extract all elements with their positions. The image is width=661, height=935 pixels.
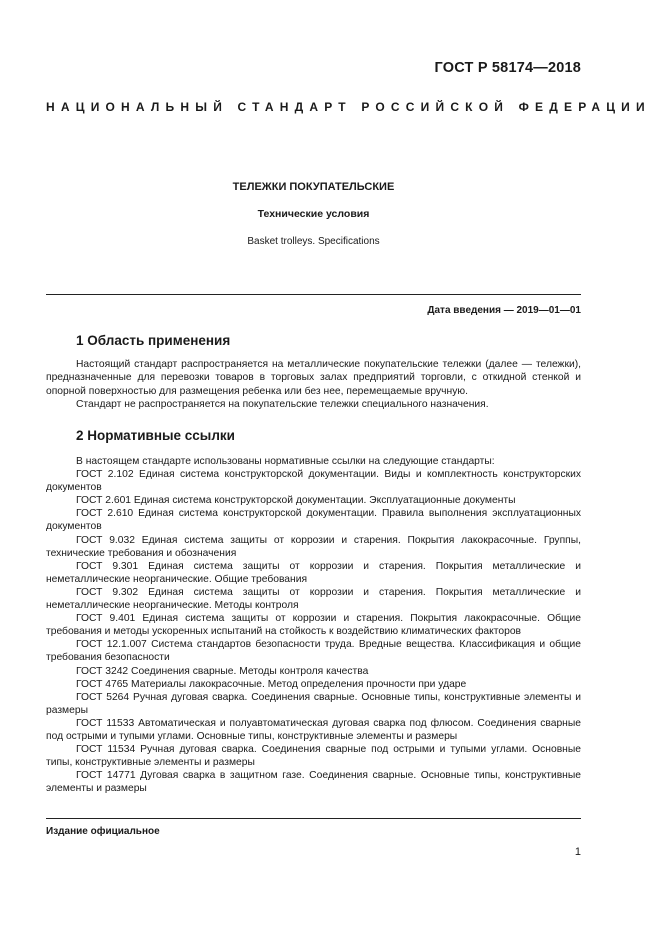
normative-references-list [46, 455, 581, 795]
official-edition-label: Издание официальное [46, 826, 160, 837]
reference-item: ГОСТ 11533 Автоматическая и полуавтоматическая дуговая сварка под флюсом. Соединения сварные под острыми и тупыми углами. Основные типы, конструктивные элементы и размеры [46, 717, 581, 742]
reference-item: ГОСТ 12.1.007 Система стандартов безопасности труда. Вредные вещества. Классификация и общие требования безопасности [46, 639, 581, 664]
reference-item: ГОСТ 2.601 Единая система конструкторской документации. Эксплуатационные документы [76, 495, 516, 507]
reference-item: ГОСТ 9.302 Единая система защиты от коррозии и старения. Покрытия металлические и неметаллические неорганические. Методы контроля [46, 586, 581, 612]
references-intro: В настоящем стандарте использованы нормативные ссылки на следующие стандарты: [76, 456, 495, 467]
page-number: 1 [574, 846, 581, 858]
section-1-paragraph-1: Настоящий стандарт распространяется на металлические покупательские тележки (далее — тележки), предназначенные для перевозки товаров в торговых залах предприятий торговли, с откидной стенкой и опорной поверхностью для размещения ребенка или без нее, перемещаемые вручную. [46, 359, 581, 397]
reference-item: ГОСТ 9.032 Единая система защиты от коррозии и старения. Покрытия лакокрасочные. Группы, технические требования и обозначения [46, 534, 581, 559]
document-title: ТЕЛЕЖКИ ПОКУПАТЕЛЬСКИЕ [232, 181, 395, 193]
reference-item: ГОСТ 14771 Дуговая сварка в защитном газе. Соединения сварные. Основные типы, конструктивные элементы и размеры [46, 770, 581, 795]
reference-item: ГОСТ 5264 Ручная дуговая сварка. Соединения сварные. Основные типы, конструктивные элементы и размеры [46, 691, 581, 716]
document-subtitle: Технические условия [257, 208, 370, 220]
document-code: ГОСТ Р 58174—2018 [434, 60, 581, 76]
bottom-divider [46, 818, 581, 819]
reference-item: ГОСТ 4765 Материалы лакокрасочные. Метод определения прочности при ударе [76, 678, 467, 690]
reference-item: ГОСТ 11534 Ручная дуговая сварка. Соединения сварные под острыми и тупыми углами. Основные типы, конструктивные элементы и размеры [46, 744, 581, 769]
document-title-english: Basket trolleys. Specifications [247, 236, 380, 247]
reference-item: ГОСТ 2.102 Единая система конструкторской документации. Виды и комплектность конструкторских документов [46, 469, 581, 494]
national-standard-banner: НАЦИОНАЛЬНЫЙ СТАНДАРТ РОССИЙСКОЙ ФЕДЕРАЦИИ [46, 100, 651, 114]
section-1-heading: 1 Область применения [76, 333, 231, 348]
section-1-paragraph-2: Стандарт не распространяется на покупательские тележки специального назначения. [76, 399, 489, 410]
reference-item: ГОСТ 3242 Соединения сварные. Методы контроля качества [76, 665, 369, 677]
reference-item: ГОСТ 9.301 Единая система защиты от коррозии и старения. Покрытия металлические и неметаллические неорганические. Общие требования [46, 560, 581, 585]
top-divider [46, 294, 581, 295]
reference-item: ГОСТ 9.401 Единая система защиты от коррозии и старения. Покрытия лакокрасочные. Общие требования и методы ускоренных испытаний на стойкость к воздействию климатических факторов [46, 613, 581, 638]
reference-item: ГОСТ 2.610 Единая система конструкторской документации. Правила выполнения эксплуатационных документов [46, 508, 581, 533]
introduction-date: Дата введения — 2019—01—01 [427, 305, 581, 316]
section-2-heading: 2 Нормативные ссылки [76, 428, 235, 443]
